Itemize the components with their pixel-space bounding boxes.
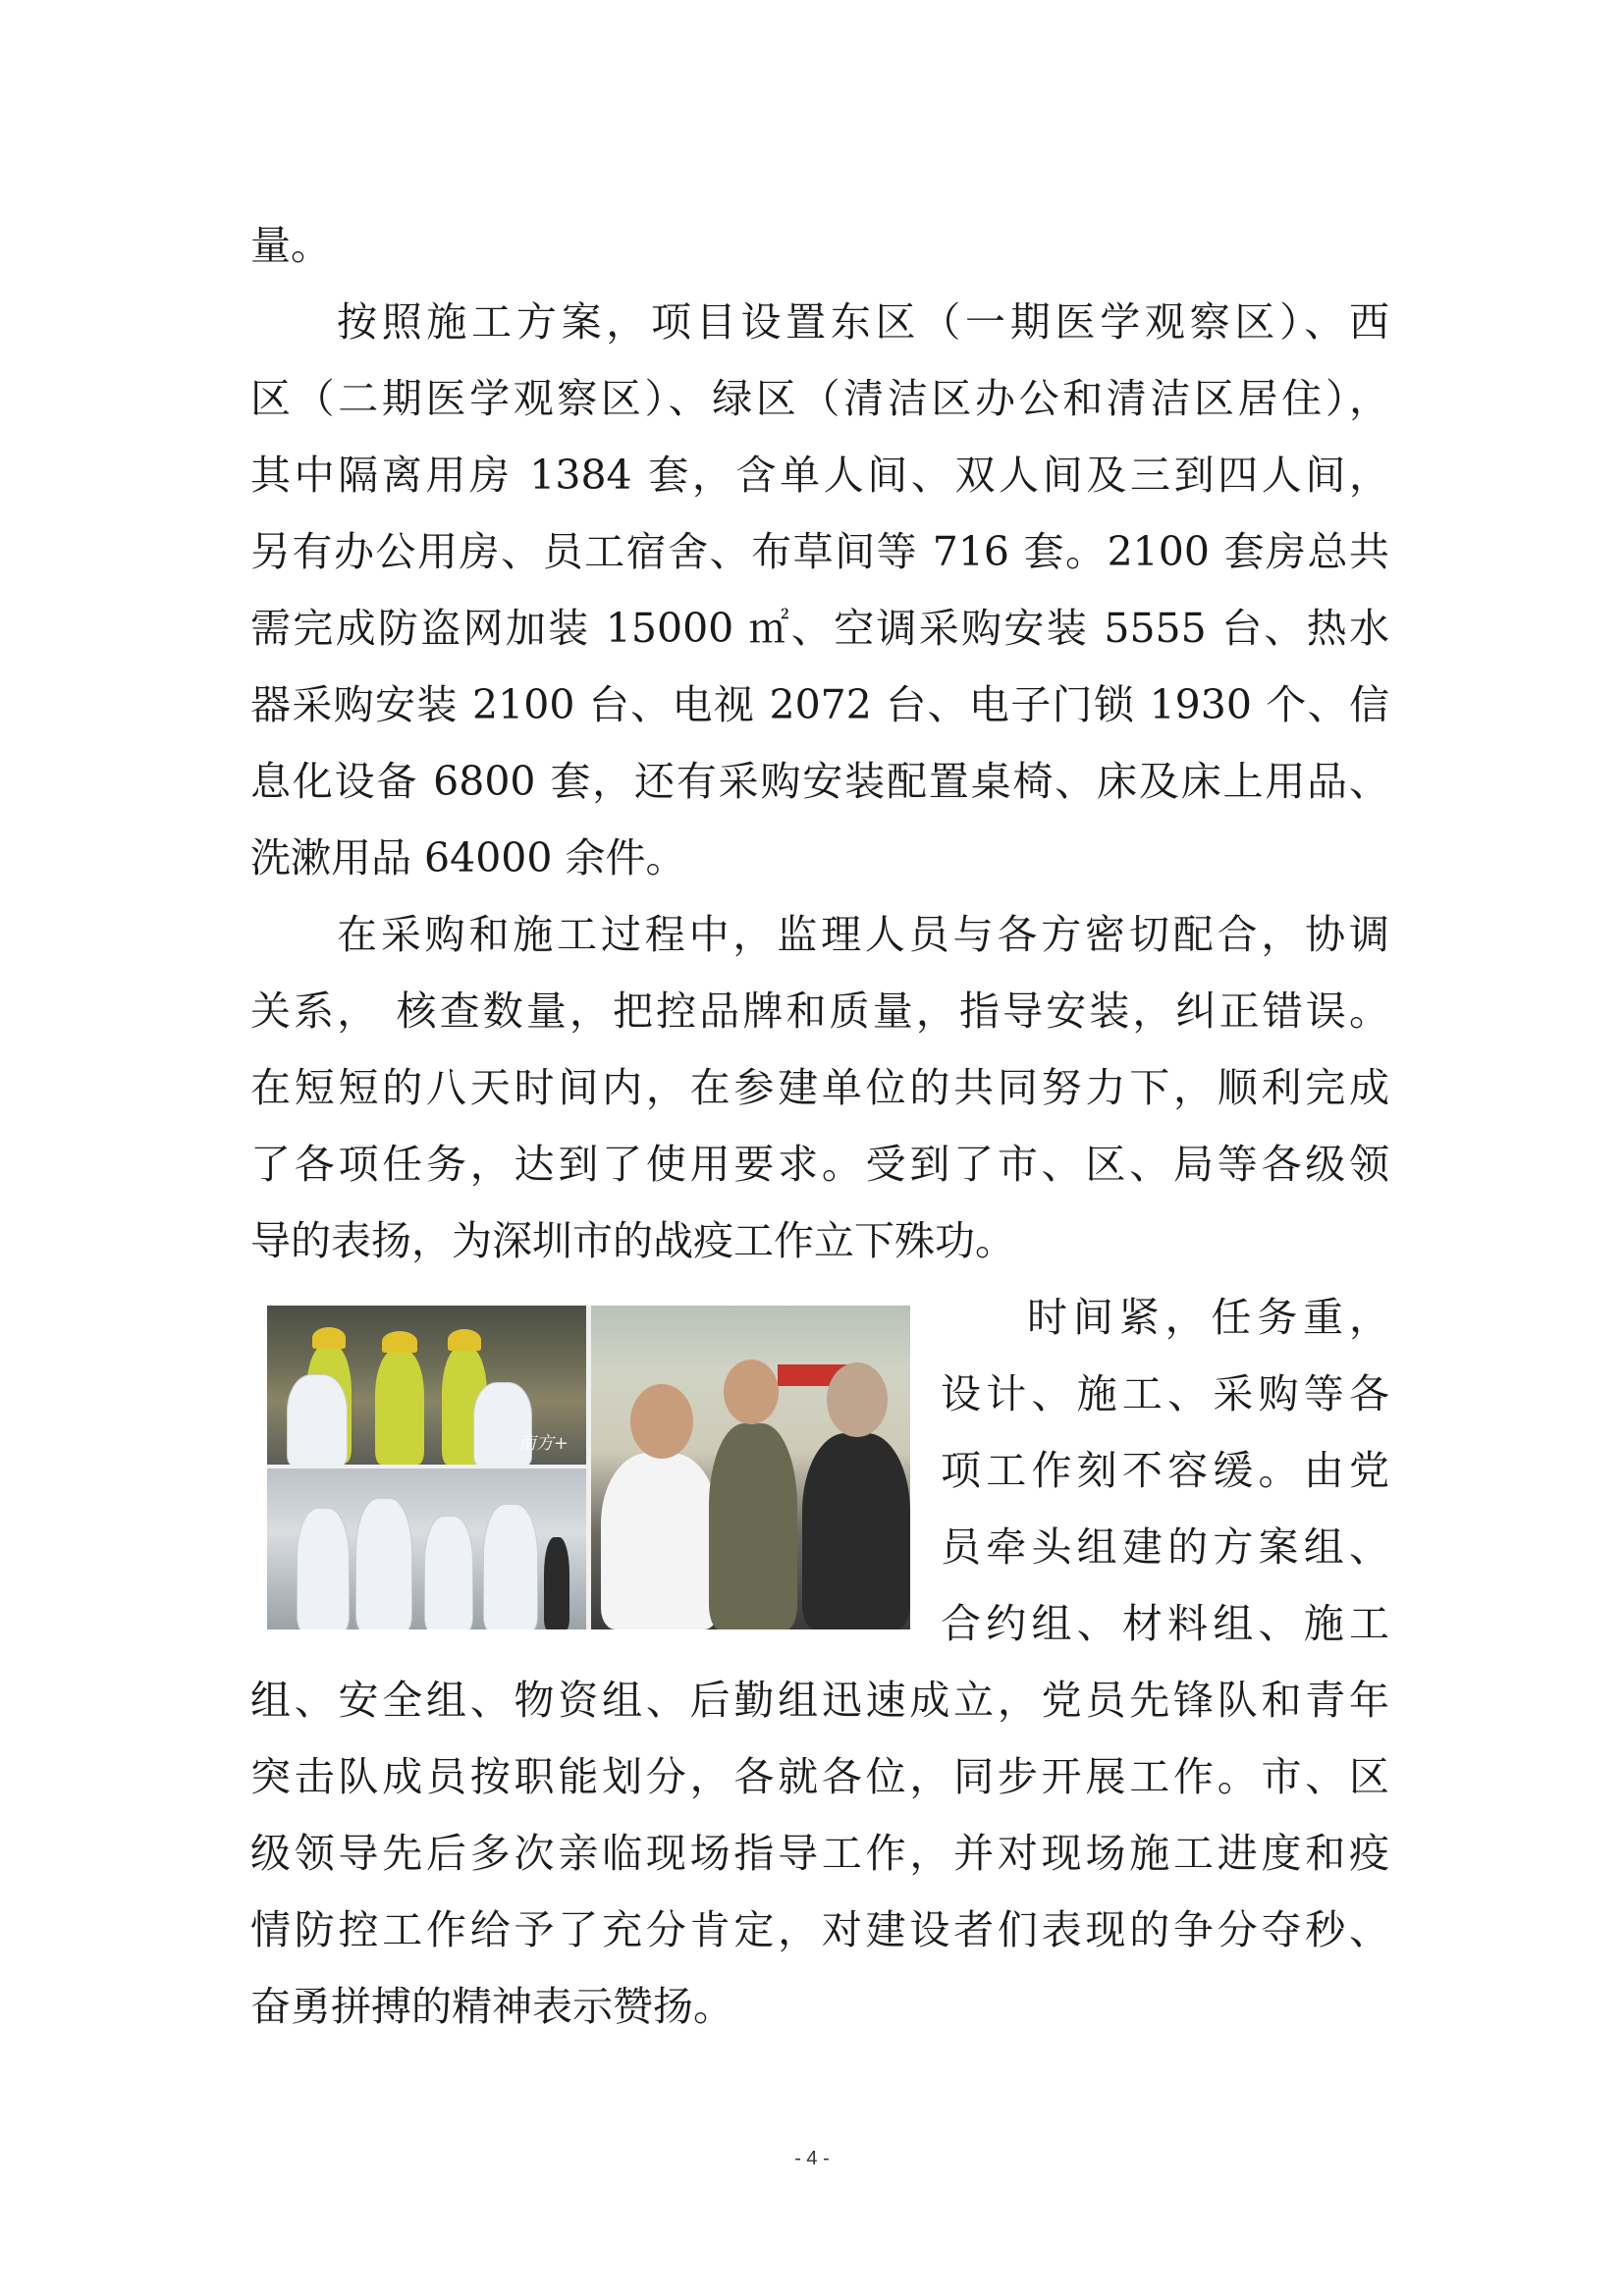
person-figure bbox=[802, 1433, 910, 1629]
body-line: 在采购和施工过程中，监理人员与各方密切配合，协调 bbox=[337, 911, 1389, 958]
body-line: 突击队成员按职能划分，各就各位，同步开展工作。市、区 bbox=[250, 1753, 1389, 1800]
protective-suit-figure bbox=[483, 1504, 538, 1629]
person-head bbox=[827, 1362, 888, 1437]
body-line: 息化设备 6800 套，还有采购安装配置桌椅、床及床上用品、 bbox=[250, 758, 1389, 805]
body-line: 按照施工方案，项目设置东区（一期医学观察区）、西 bbox=[337, 298, 1389, 346]
page-number: - 4 - bbox=[794, 2148, 830, 2169]
photo-collage bbox=[267, 1306, 910, 1629]
body-line: 了各项任务，达到了使用要求。受到了市、区、局等各级领 bbox=[250, 1141, 1389, 1188]
body-line: 导的表扬，为深圳市的战疫工作立下殊功。 bbox=[250, 1217, 1015, 1264]
media-watermark-logo: 南方+ bbox=[517, 1433, 568, 1454]
body-line: 时间紧，任务重， bbox=[1027, 1294, 1389, 1341]
body-line: 另有办公用房、员工宿舍、布草间等 716 套。2100 套房总共 bbox=[250, 528, 1389, 575]
helmet-shape bbox=[382, 1331, 417, 1353]
body-line: 情防控工作给予了充分肯定，对建设者们表现的争分夺秒、 bbox=[250, 1906, 1389, 1953]
body-line: 其中隔离用房 1384 套，含单人间、双人间及三到四人间， bbox=[250, 452, 1389, 499]
photo-leaders-inspection bbox=[591, 1306, 910, 1629]
body-line: 需完成防盗网加装 15000 ㎡、空调采购安装 5555 台、热水 bbox=[250, 605, 1389, 652]
person-head bbox=[630, 1384, 693, 1459]
body-line: 在短短的八天时间内，在参建单位的共同努力下，顺利完成 bbox=[250, 1064, 1389, 1111]
photo-workers-in-vests bbox=[267, 1306, 586, 1465]
protective-suit-figure bbox=[355, 1498, 412, 1629]
person-figure bbox=[544, 1537, 569, 1629]
person-figure bbox=[601, 1453, 719, 1629]
body-line: 合约组、材料组、施工 bbox=[941, 1600, 1389, 1647]
body-line: 设计、施工、采购等各 bbox=[941, 1370, 1389, 1417]
body-line: 员牵头组建的方案组、 bbox=[941, 1523, 1389, 1571]
body-line: 量。 bbox=[250, 222, 331, 269]
worker-figure bbox=[375, 1350, 424, 1465]
protective-suit-figure bbox=[424, 1516, 473, 1629]
body-line: 奋勇拼搏的精神表示赞扬。 bbox=[250, 1983, 733, 2030]
body-line: 区（二期医学观察区）、绿区（清洁区办公和清洁区居住）， bbox=[250, 375, 1389, 422]
person-head bbox=[724, 1360, 779, 1424]
body-line: 组、安全组、物资组、后勤组迅速成立，党员先锋队和青年 bbox=[250, 1677, 1389, 1724]
body-line: 项工作刻不容缓。由党 bbox=[941, 1447, 1389, 1494]
protective-suit-figure bbox=[297, 1508, 350, 1629]
body-line: 关系， 核查数量，把控品牌和质量，指导安装，纠正错误。 bbox=[250, 988, 1389, 1035]
body-line: 洗漱用品 64000 余件。 bbox=[250, 834, 686, 881]
photo-protective-suits bbox=[267, 1468, 586, 1629]
protective-suit-figure bbox=[287, 1374, 348, 1465]
body-line: 器采购安装 2100 台、电视 2072 台、电子门锁 1930 个、信 bbox=[250, 681, 1389, 728]
helmet-shape bbox=[312, 1327, 346, 1349]
person-figure bbox=[709, 1423, 797, 1629]
helmet-shape bbox=[448, 1329, 481, 1351]
body-line: 级领导先后多次亲临现场指导工作，并对现场施工进度和疫 bbox=[250, 1830, 1389, 1877]
